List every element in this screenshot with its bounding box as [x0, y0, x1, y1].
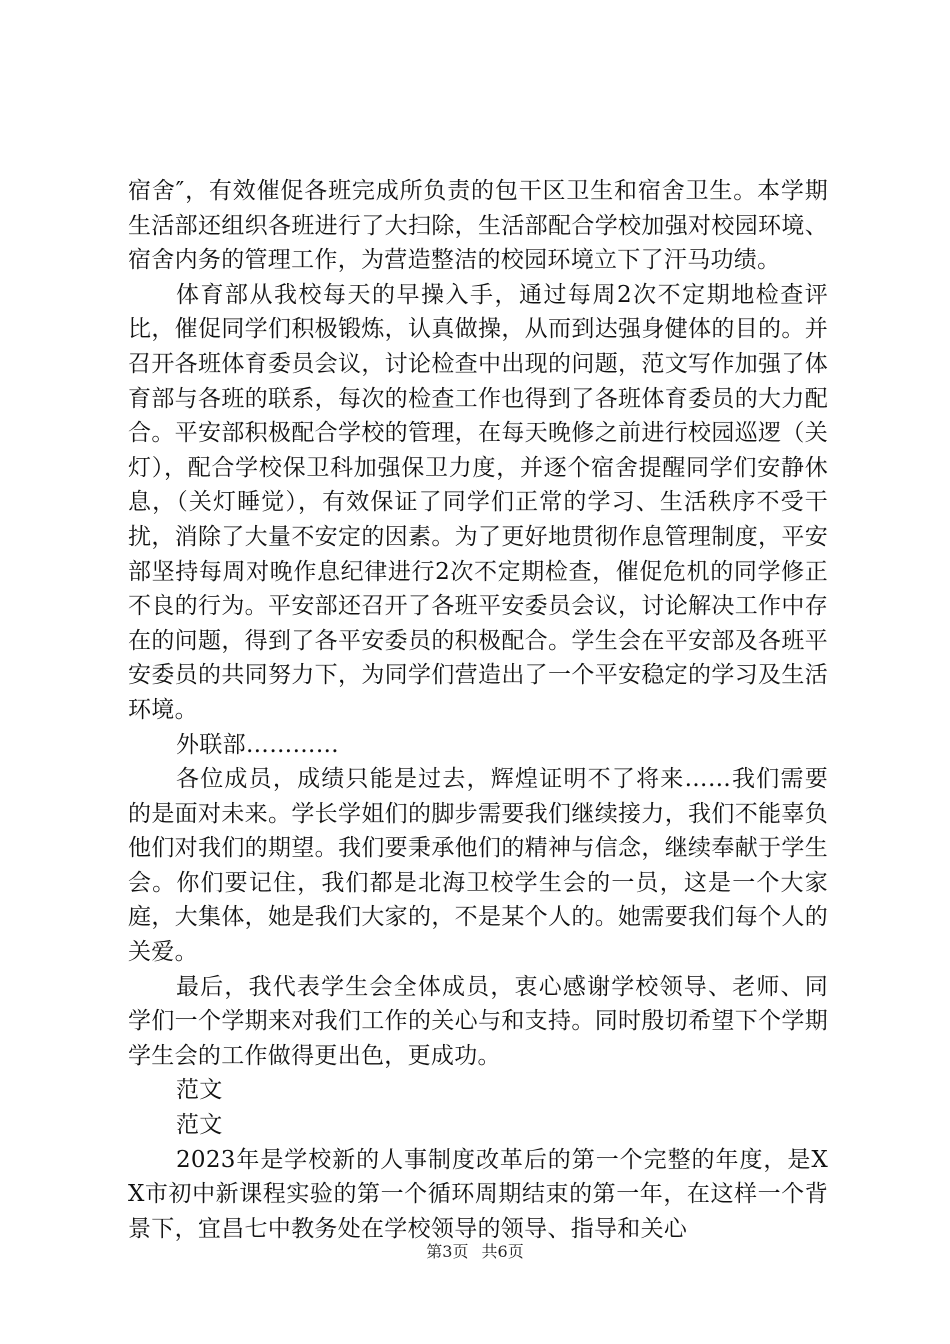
document-body — [128, 174, 828, 1246]
paragraph-2023-intro: 2023年是学校新的人事制度改革后的第一个完整的年度，是XX市初中新课程实验的第一个循环周期结束的第一年，在这样一个背景下，宜昌七中教务处在学校领导的领导、指导和关心 — [128, 1146, 828, 1242]
page-number: 第3页 — [426, 1242, 469, 1261]
paragraph-external-relations: 外联部………… — [176, 731, 340, 758]
paragraph-fanwen-2: 范文 — [176, 1112, 223, 1139]
paragraph-dormitory-hygiene: 宿舍″，有效催促各班完成所负责的包干区卫生和宿舍卫生。本学期生活部还组织各班进行了大扫除，生活部配合学校加强对校园环境、宿舍内务的管理工作，为营造整洁的校园环境立下了汗马功绩。 — [128, 178, 828, 274]
page-total: 共6页 — [481, 1242, 524, 1261]
paragraph-members-address: 各位成员，成绩只能是过去，辉煌证明不了将来……我们需要的是面对未来。学长学姐们的脚步需要我们继续接力，我们不能辜负他们对我们的期望。我们要秉承他们的精神与信念，继续奉献于学生会。你们要记住，我们都是北海卫校学生会的一员，这是一个大家庭，大集体，她是我们大家的，不是某个人的。她需要我们每个人的关爱。 — [128, 766, 828, 966]
paragraph-fanwen-1: 范文 — [176, 1077, 223, 1104]
paragraph-sports-and-safety: 体育部从我校每天的早操入手，通过每周2次不定期地检查评比，催促同学们积极锻炼，认真做操，从而到达强身健体的目的。并召开各班体育委员会议，讨论检查中出现的问题，范文写作加强了体育部与各班的联系，每次的检查工作也得到了各班体育委员的大力配合。平安部积极配合学校的管理，在每天晚修之前进行校园巡逻（关灯），配合学校保卫科加强保卫力度，并逐个宿舍提醒同学们安静休息，（关灯睡觉），有效保证了同学们正常的学习、生活秩序不受干扰，消除了大量不安定的因素。为了更好地贯彻作息管理制度，平安部坚持每周对晚作息纪律进行2次不定期检查，催促危机的同学修正不良的行为。平安部还召开了各班平安委员会议，讨论解决工作中存在的问题，得到了各平安委员的积极配合。学生会在平安部及各班平安委员的共同努力下，为同学们营造出了一个平安稳定的学习及生活环境。 — [128, 281, 828, 723]
paragraph-closing-thanks: 最后，我代表学生会全体成员，衷心感谢学校领导、老师、同学们一个学期来对我们工作的关心与和支持。同时殷切希望下个学期学生会的工作做得更出色，更成功。 — [128, 973, 828, 1069]
page-footer — [0, 1242, 950, 1262]
